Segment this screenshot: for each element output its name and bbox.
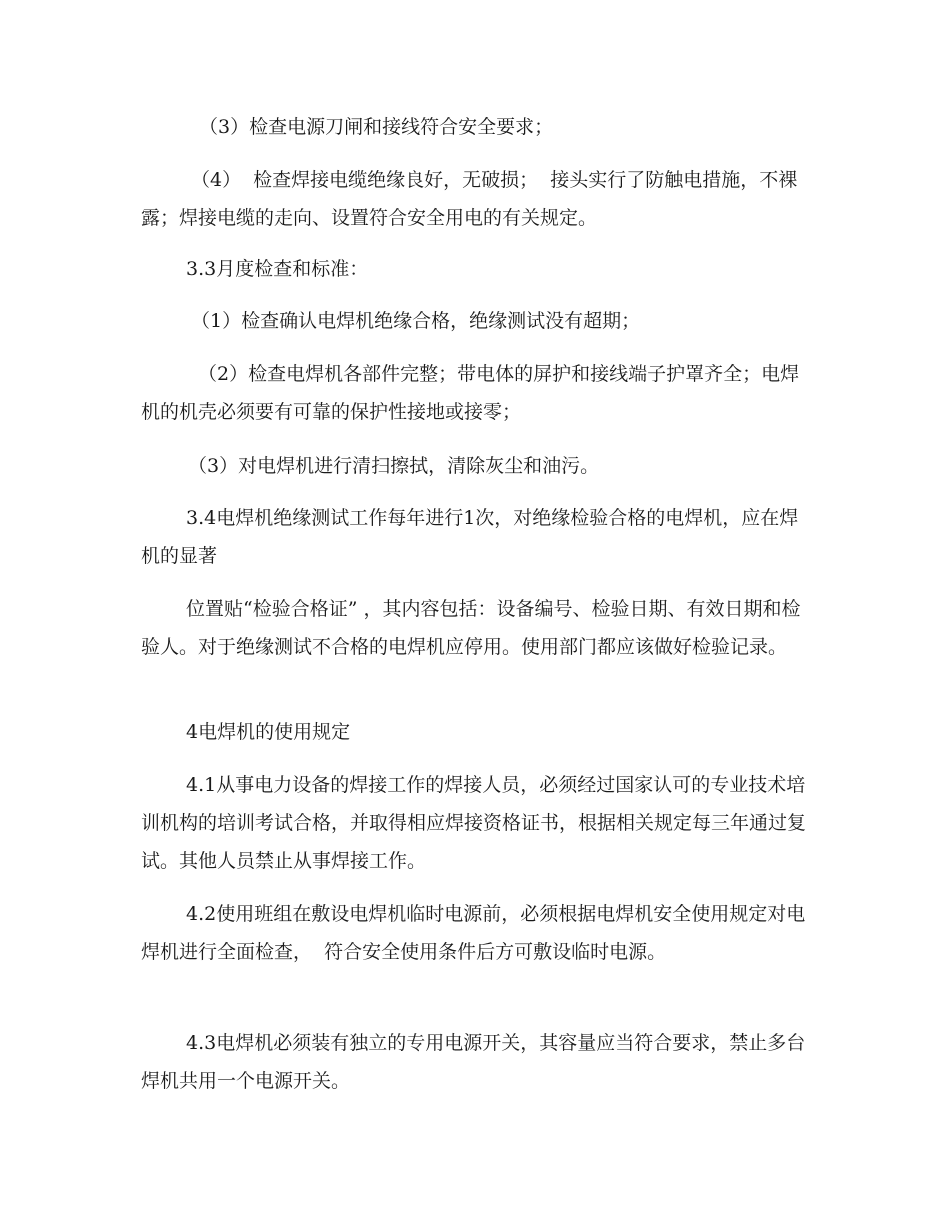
heading-monthly-inspection: 3.3月度检查和标准： xyxy=(186,258,369,280)
paragraph-cable-insulation-check: （4） 检查焊接电缆绝缘良好，无破损； 接头实行了防触电措施，不裸露；焊接电缆的走向、设置符合安全用电的有关规定。 xyxy=(141,169,798,229)
paragraph-insulation-confirm: （1）检查确认电焊机绝缘合格，绝缘测试没有超期； xyxy=(191,310,641,332)
paragraph-annual-insulation-test: 3.4电焊机绝缘测试工作每年进行1次，对绝缘检验合格的电焊机，应在焊机的显著 xyxy=(141,507,799,567)
paragraph-parts-complete-check: （2）检查电焊机各部件完整；带电体的屏护和接线端子护罩齐全；电焊机的机壳必须要有可靠的保护性接地或接零； xyxy=(141,363,800,423)
paragraph-welder-qualification: 4.1从事电力设备的焊接工作的焊接人员，必须经过国家认可的专业技术培训机构的培训考试合格，并取得相应焊接资格证书，根据相关规定每三年通过复试。其他人员禁止从事焊接工作。 xyxy=(141,774,807,872)
heading-usage-rules: 4电焊机的使用规定 xyxy=(186,721,351,743)
paragraph-temporary-power-check: 4.2使用班组在敷设电焊机临时电源前，必须根据电焊机安全使用规定对电焊机进行全面检查， 符合安全使用条件后方可敷设临时电源。 xyxy=(141,903,806,963)
paragraph-cleaning: （3）对电焊机进行清扫擦拭，清除灰尘和油污。 xyxy=(188,455,600,477)
paragraph-inspection-certificate: 位置贴“检验合格证” ，其内容包括：设备编号、检验日期、有效日期和检验人。对于绝缘测试不合格的电焊机应停用。使用部门都应该做好检验记录。 xyxy=(141,598,801,658)
paragraph-power-switch-check: （3）检查电源刀闸和接线符合安全要求； xyxy=(199,116,554,138)
paragraph-dedicated-switch: 4.3电焊机必须装有独立的专用电源开关，其容量应当符合要求，禁止多台焊机共用一个电源开关。 xyxy=(141,1032,806,1092)
